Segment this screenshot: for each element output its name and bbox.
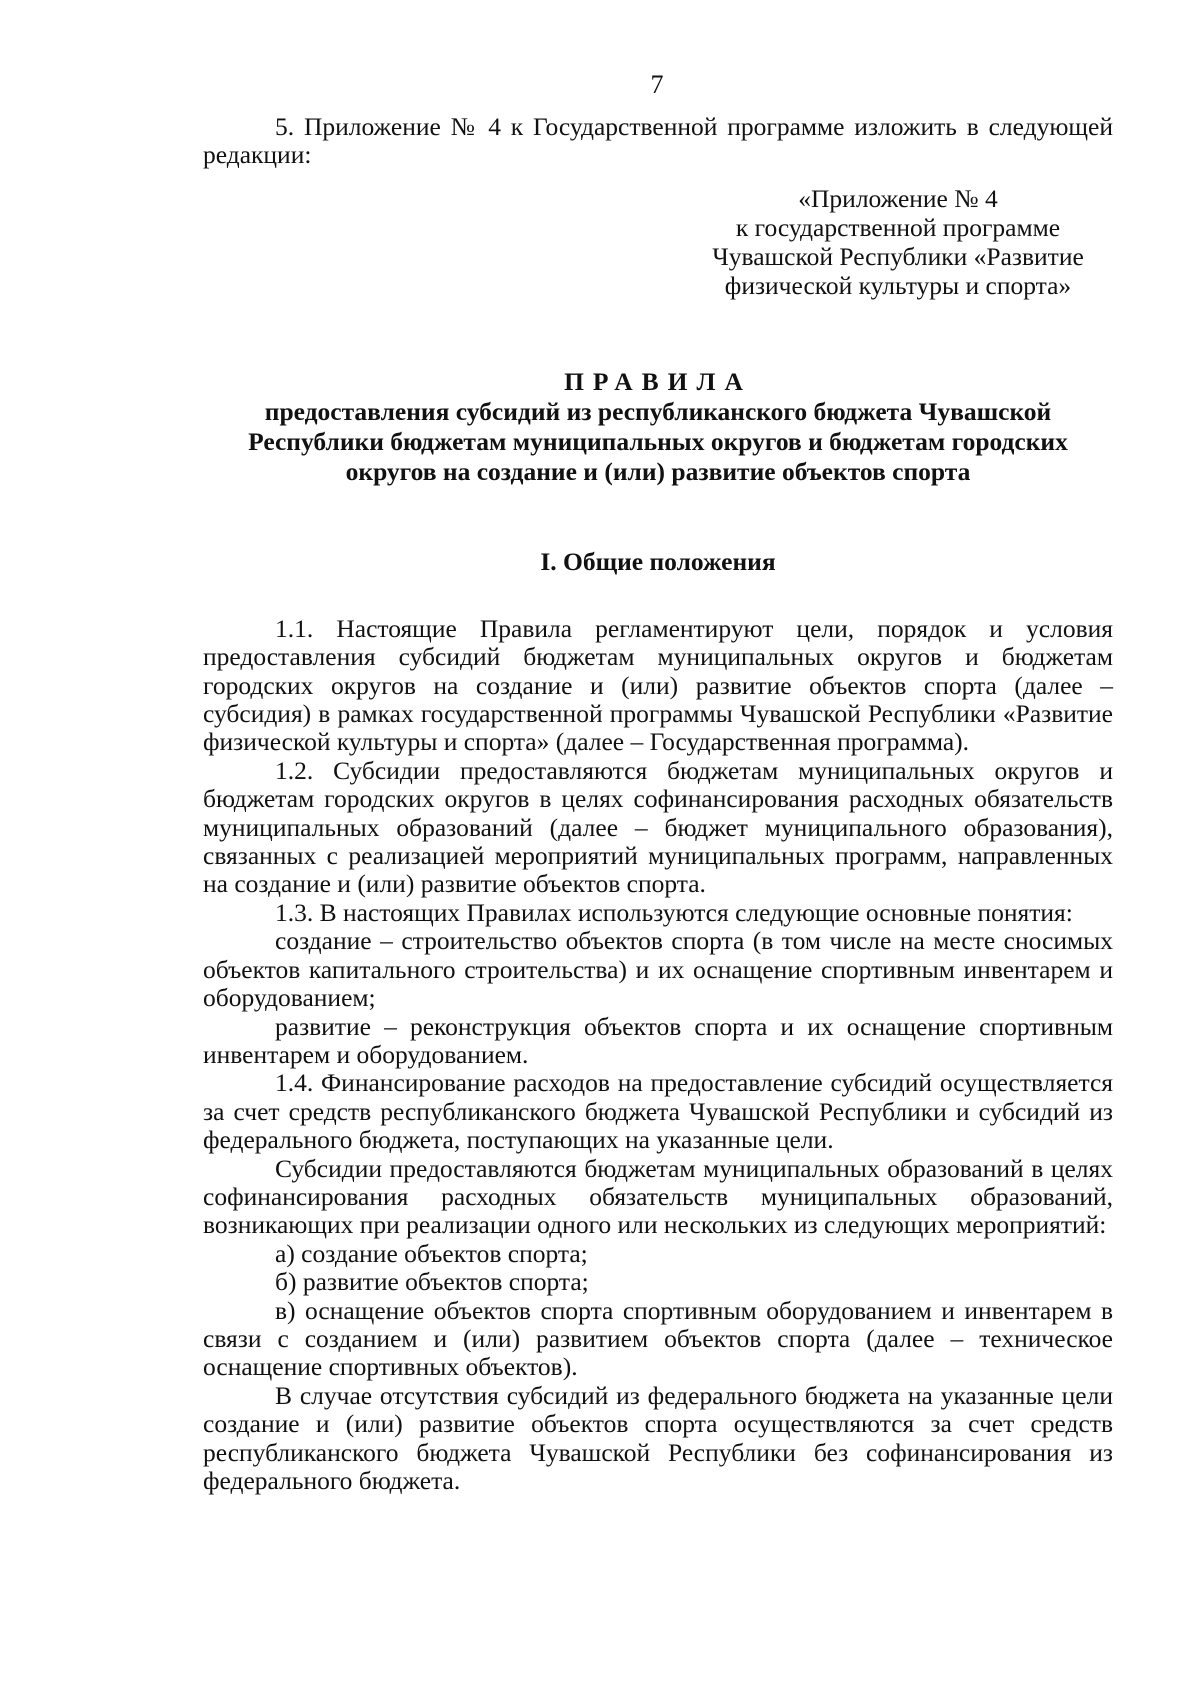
section-heading: I. Общие положения <box>540 546 776 576</box>
list-item-b: б) развитие объектов спорта; <box>275 1267 589 1297</box>
title-word: ПРАВИЛА <box>564 366 752 396</box>
page-number: 7 <box>650 70 664 99</box>
appendix-line: к государственной программе <box>735 212 1061 242</box>
paragraph-1-4: 1.4. Финансирование расходов на предоставление субсидий осуществляется за счет средств республиканского бюджета Чувашской Республики и субсидий из федерального бюджета, поступающих на указанные цели. <box>203 1068 1113 1155</box>
title-line: предоставления субсидий из республиканского бюджета Чувашской <box>264 396 1052 426</box>
appendix-line: «Приложение № 4 <box>798 183 998 213</box>
intro-paragraph: 5. Приложение № 4 к Государственной программе изложить в следующей редакции: <box>203 112 1113 170</box>
paragraph-1-1: 1.1. Настоящие Правила регламентируют цели, порядок и условия предоставления субсидий бюджетам муниципальных округов и бюджетам городских округов на создание и (или) развитие объектов спорта (далее – субсидия) в рамках государственной программы Чувашской Республики «Развитие физической культуры и спорта» (далее – Государственная программа). <box>203 613 1113 757</box>
definition-development: развитие – реконструкция объектов спорта и их оснащение спортивным инвентарем и оборудованием. <box>203 1011 1113 1069</box>
title-line: Республики бюджетам муниципальных округов и бюджетам городских <box>248 426 1068 456</box>
definition-creation: создание – строительство объектов спорта (в том числе на месте сносимых объектов капитального строительства) и их оснащение спортивным инвентарем и оборудованием; <box>203 926 1113 1013</box>
appendix-line: физической культуры и спорта» <box>724 270 1072 300</box>
appendix-header <box>203 184 1113 300</box>
paragraph-1-3: 1.3. В настоящих Правилах используются следующие основные понятия: <box>275 897 1073 927</box>
document-title <box>203 367 1113 487</box>
list-item-a: а) создание объектов спорта; <box>275 1238 588 1268</box>
paragraph-1-2: 1.2. Субсидии предоставляются бюджетам муниципальных округов и бюджетам городских округов в целях софинансирования расходных обязательств муниципальных образований (далее – бюджет муниципального образования), связанных с реализацией мероприятий муниципальных программ, направленных на создание и (или) развитие объектов спорта. <box>203 755 1113 899</box>
document-body <box>203 113 1113 1495</box>
appendix-line: Чувашской Республики «Развитие <box>712 241 1084 271</box>
title-line: округов на создание и (или) развитие объектов спорта <box>345 456 971 486</box>
list-item-c: в) оснащение объектов спорта спортивным оборудованием и инвентарем в связи с созданием и (или) развитием объектов спорта (далее – техническое оснащение спортивных объектов). <box>203 1295 1113 1382</box>
paragraph-subsidies-purpose: Субсидии предоставляются бюджетам муниципальных образований в целях софинансирования расходных обязательств муниципальных образований, возникающих при реализации одного или нескольких из следующих мероприятий: <box>203 1153 1113 1240</box>
paragraph-no-federal-subsidy: В случае отсутствия субсидий из федерального бюджета на указанные цели создание и (или) развитие объектов спорта осуществляются за счет средств республиканского бюджета Чувашской Республики без софинансирования из федерального бюджета. <box>203 1380 1113 1495</box>
